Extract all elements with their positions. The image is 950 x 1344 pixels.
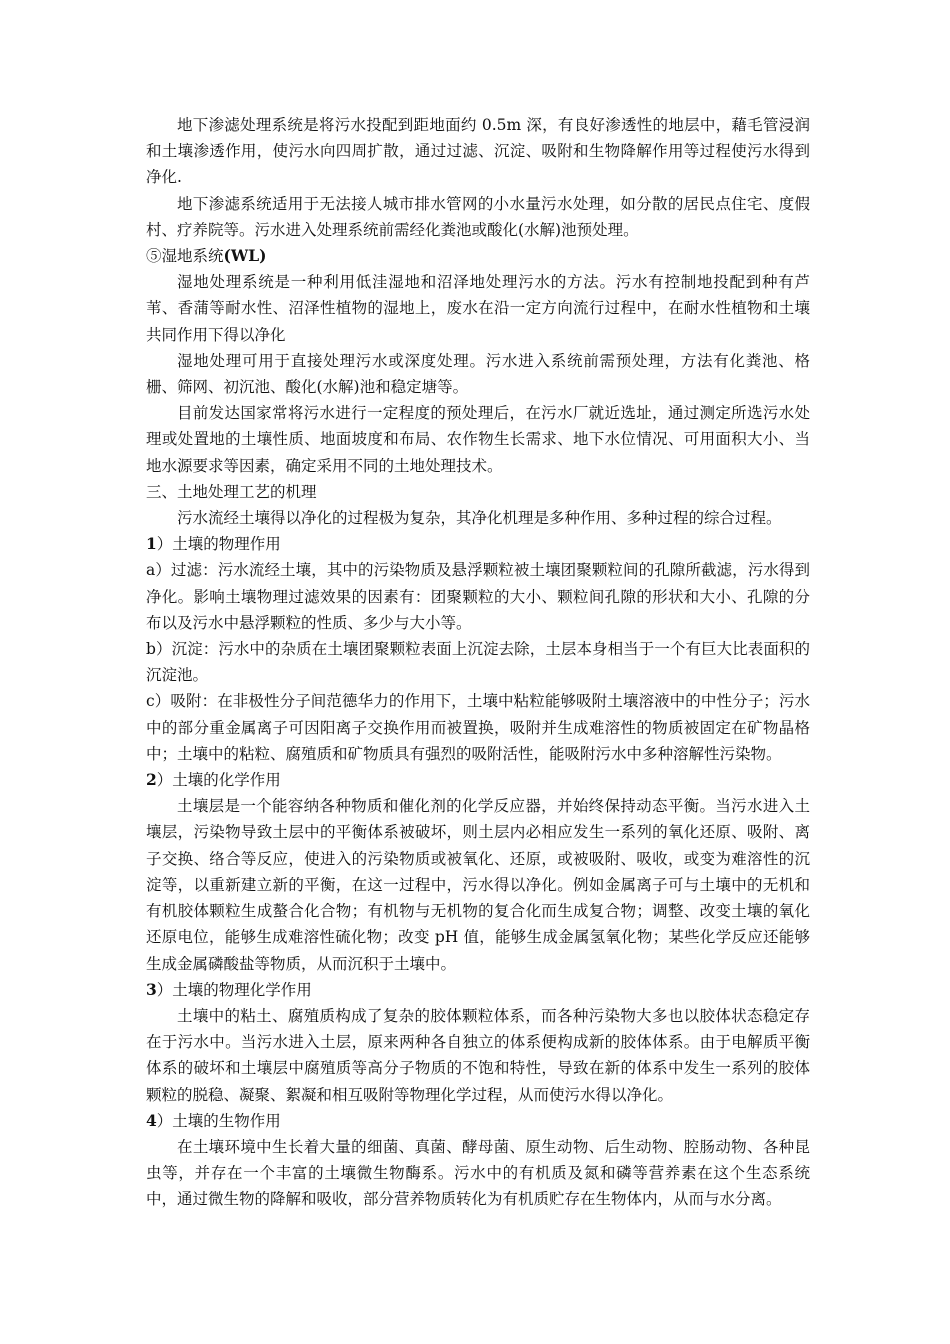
document-page [146,112,810,1213]
heading-biological-action [146,1108,810,1134]
paragraph-subsurface-infiltration: 地下渗滤处理系统是将污水投配到距地面约 0.5m 深，有良好渗透性的地层中，藉毛管浸润和土壤渗透作用，使污水向四周扩散，通过过滤、沉淀、吸附和生物降解作用等过程使污水得到净化. [146,116,810,187]
heading-wetland-system [146,243,810,269]
heading-physicochemical-action [146,977,810,1003]
heading-number: 3 [146,979,157,999]
paragraph-developed-countries: 目前发达国家常将污水进行一定程度的预处理后，在污水厂就近选址，通过测定所选污水处理或处置地的土壤性质、地面坡度和布局、农作物生长需求、地下水位情况、可用面积大小、当地水源要求等因素，确定采用不同的土地处理技术。 [146,404,810,475]
heading-number: 1 [146,534,157,554]
heading-number: 4 [146,1110,157,1130]
paragraph-wetland-application: 湿地处理可用于直接处理污水或深度处理。污水进入系统前需预处理，方法有化粪池、格栅、筛网、初沉池、酸化(水解)池和稳定塘等。 [146,351,810,397]
heading-text: ）土壤的化学作用 [156,771,281,790]
paragraph-wetland-definition: 湿地处理系统是一种利用低洼湿地和沼泽地处理污水的方法。污水有控制地投配到种有芦苇、香蒲等耐水性、沼泽性植物的湿地上，废水在沿一定方向流行过程中，在耐水性植物和土壤共同作用下得以净化 [146,273,810,344]
heading-text: ）土壤的物理化学作用 [156,980,312,999]
paragraph-adsorption: c）吸附：在非极性分子间范德华力的作用下，土壤中粘粒能够吸附土壤溶液中的中性分子；污水中的部分重金属离子可因阳离子交换作用而被置换，吸附并生成难溶性的物质被固定在矿物晶格中；土壤中的粘粒、腐殖质和矿物质具有强烈的吸附活性，能吸附污水中多种溶解性污染物。 [146,692,810,763]
paragraph-colloid-system: 土壤中的粘土、腐殖质构成了复杂的胶体颗粒体系，而各种污染物大多也以胶体状态稳定存在于污水中。当污水进入土层，原来两种各自独立的体系便构成新的胶体体系。由于电解质平衡体系的破坏和土壤层中腐殖质等高分子物质的不饱和特性，导致在新的体系中发生一系列的胶体颗粒的脱稳、凝聚、絮凝和相互吸附等物理化学过程，从而使污水得以净化。 [146,1006,810,1104]
heading-wetland-prefix: ⑤湿地系统 [146,247,224,266]
heading-section-three: 三、土地处理工艺的机理 [146,482,317,501]
heading-number: 2 [146,770,157,790]
heading-wetland-abbr: (WL) [223,246,267,266]
paragraph-mechanism-intro: 污水流经土壤得以净化的过程极为复杂，其净化机理是多种作用、多种过程的综合过程。 [177,509,782,528]
paragraph-chemical-reactor: 土壤层是一个能容纳各种物质和催化剂的化学反应器，并始终保持动态平衡。当污水进入土壤层，污染物导致土层中的平衡体系被破坏，则土层内必相应发生一系列的氧化还原、吸附、离子交换、络合等反应，使进入的污染物质或被氧化、还原，或被吸附、吸收，或变为难溶性的沉淀等，以重新建立新的平衡，在这一过程中，污水得以净化。例如金属离子可与土壤中的无机和有机胶体颗粒生成螯合化合物；有机物与无机物的复合化而生成复合物；调整、改变土壤的氧化还原电位，能够生成难溶性硫化物；改变 pH 值，能够生成金属氢氧化物；某些化学反应还能够生成金属磷酸盐等物质，从而沉积于土壤中。 [146,797,810,973]
heading-chemical-action [146,767,810,793]
heading-text: ）土壤的生物作用 [156,1111,281,1130]
heading-text: ）土壤的物理作用 [156,535,281,554]
heading-physical-action [146,531,810,557]
paragraph-subsurface-application: 地下渗滤系统适用于无法接人城市排水管网的小水量污水处理，如分散的居民点住宅、度假村、疗养院等。污水进入处理系统前需经化粪池或酸化(水解)池预处理。 [146,194,810,239]
paragraph-filtration: a）过滤：污水流经土壤，其中的污染物质及悬浮颗粒被土壤团聚颗粒间的孔隙所截滤，污水得到净化。影响土壤物理过滤效果的因素有：团聚颗粒的大小、颗粒间孔隙的形状和大小、孔隙的分布以及污水中悬浮颗粒的性质、多少与大小等。 [146,561,810,632]
paragraph-sedimentation: b）沉淀：污水中的杂质在土壤团聚颗粒表面上沉淀去除，土层本身相当于一个有巨大比表面积的沉淀池。 [146,640,810,685]
paragraph-soil-organisms: 在土壤环境中生长着大量的细菌、真菌、酵母菌、原生动物、后生动物、腔肠动物、各种昆虫等，并存在一个丰富的土壤微生物酶系。污水中的有机质及氮和磷等营养素在这个生态系统中，通过微生物的降解和吸收，部分营养物质转化为有机质贮存在生物体内，从而与水分离。 [146,1137,810,1209]
